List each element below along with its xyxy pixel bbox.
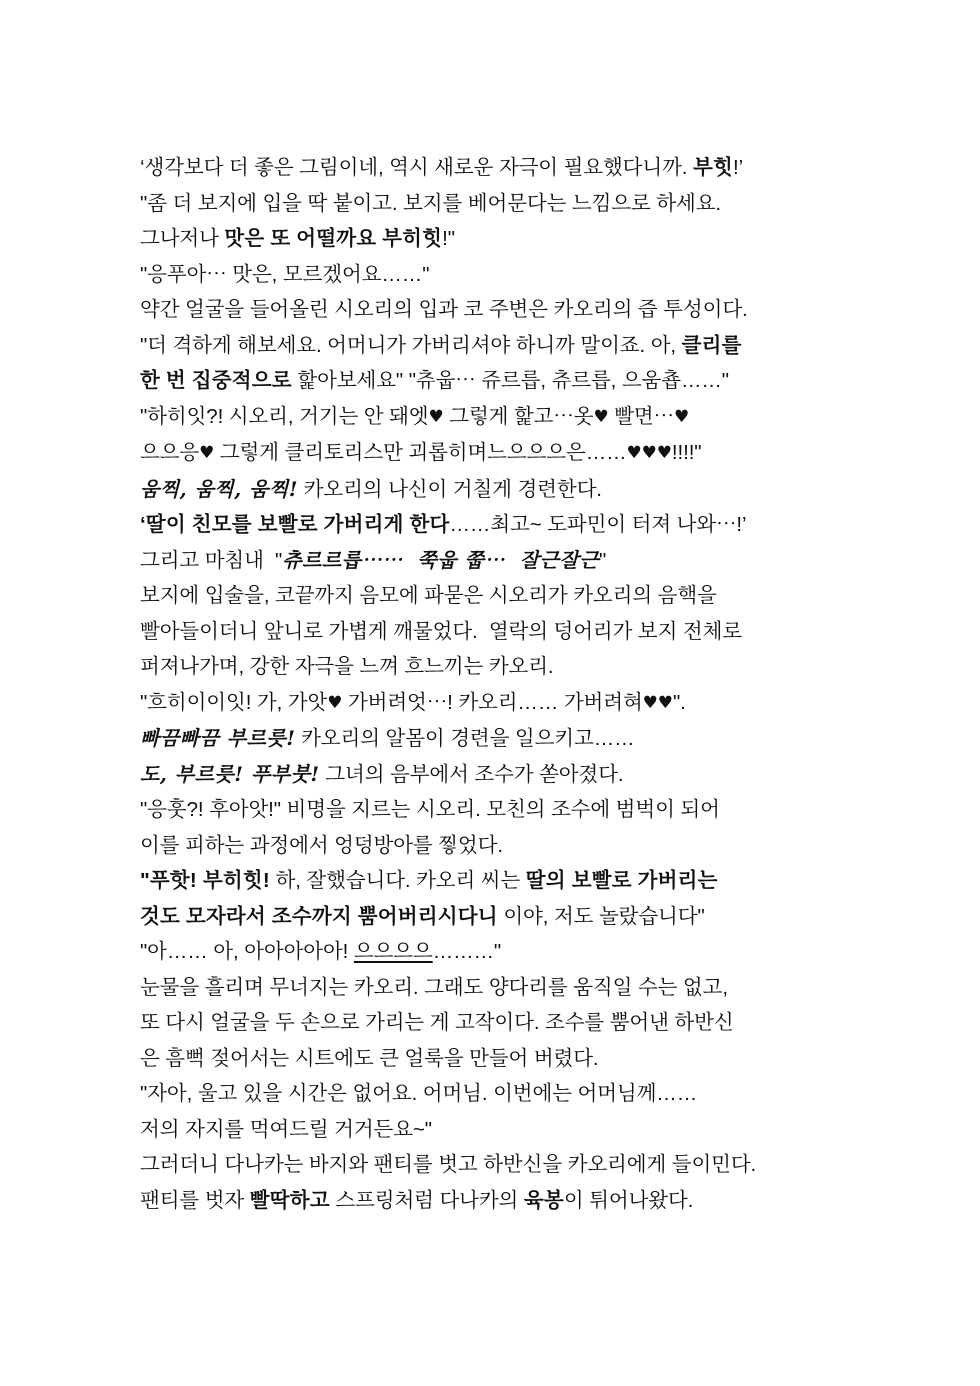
text-run: "응훗?! 후아앗!" 비명을 지르는 시오리. 모친의 조수에 범벅이 되어	[140, 798, 720, 821]
heart-icon: ♥	[199, 443, 215, 463]
text-line	[140, 792, 840, 828]
text-line	[140, 899, 840, 935]
heart-icon: ♥	[593, 406, 609, 427]
text-line	[140, 435, 840, 472]
text-run-bold: 클리를	[681, 333, 742, 357]
text-line	[140, 970, 840, 1006]
text-run: 카오리의 나신이 거칠게 경련한다.	[298, 477, 602, 501]
text-run: "좀 더 보지에 입을 딱 붙이고. 보지를 베어문다는 느낌으로 하세요.	[140, 191, 722, 215]
text-run-bold: "푸핫! 부히힛!	[140, 869, 270, 892]
text-run: "자아, 울고 있을 시간은 없어요. 어머님. 이번에는 어머님께……	[140, 1082, 698, 1105]
text-line	[140, 614, 840, 650]
text-run-underlined: 으으으으	[353, 940, 433, 963]
text-line	[140, 472, 840, 508]
text-run: "응푸아⋯ 맛은, 모르겠어요……"	[140, 262, 430, 286]
text-line	[140, 828, 840, 864]
text-line	[140, 257, 840, 293]
text-run: 빨아들이더니 앞니로 가볍게 깨물었다. 열락의 덩어리가 보지 전체로	[140, 619, 743, 643]
text-line	[140, 292, 840, 328]
text-line	[140, 649, 840, 685]
text-run: 그렇게 핥고⋯옷	[443, 404, 594, 428]
text-line	[140, 1112, 840, 1148]
text-run: 그리고 마침내 "	[140, 548, 283, 572]
text-run-bold: 빨딱하고	[249, 1188, 330, 1212]
text-run: 저의 자지를 먹여드릴 거거든요~"	[140, 1117, 432, 1141]
text-run: "하히잇?! 시오리, 거기는 안 돼엣	[140, 404, 429, 428]
heart-icon: ♥	[327, 692, 343, 713]
text-line	[140, 1076, 840, 1112]
text-run-handwritten: 빠끔빠끔 부르릇!	[140, 726, 296, 750]
text-run: 또 다시 얼굴을 두 손으로 가리는 게 고작이다. 조수를 뿜어낸 하반신	[140, 1011, 734, 1034]
text-run: 그러더니 다나카는 바지와 팬티를 벗고 하반신을 카오리에게 들이민다.	[140, 1153, 757, 1176]
text-run-bold: 맛은 또 어떨까요 부히힛	[224, 227, 443, 250]
text-run-bold: 육봉	[523, 1188, 564, 1212]
text-run: 가버려엇⋯! 카오리…… 가버려혀	[342, 690, 643, 714]
text-line	[140, 578, 840, 614]
text-run: 스프링처럼 다나카의	[329, 1188, 524, 1212]
text-run: "아…… 아, 아아아아아!	[140, 940, 354, 963]
text-run: 이 튀어나왔다.	[563, 1188, 694, 1212]
text-run: 팬티를 벗자	[140, 1188, 250, 1212]
text-line	[140, 1005, 840, 1041]
text-run: 이를 피하는 과정에서 엉덩방아를 찧었다.	[140, 833, 503, 857]
text-line	[140, 399, 840, 436]
text-run-handwritten: 움찍, 움찍, 움찍!	[140, 476, 299, 501]
text-run: "더 격하게 해보세요. 어머니가 가버리셔야 하니까 말이죠. 아,	[140, 333, 682, 357]
heart-icon: ♥♥♥	[626, 443, 672, 463]
text-run: ".	[672, 690, 686, 714]
text-line	[140, 363, 840, 399]
text-run: 그렇게 클리토리스만 괴롭히며느으으으은……	[214, 441, 627, 464]
text-line	[140, 1041, 840, 1077]
text-line	[140, 685, 840, 722]
text-run-handwritten: 도, 부르릇! 푸부붓!	[140, 761, 320, 786]
text-line	[140, 1147, 840, 1183]
text-line	[140, 150, 840, 186]
text-run: 퍼져나가며, 강한 자극을 느껴 흐느끼는 카오리.	[140, 655, 554, 678]
text-line	[140, 221, 840, 257]
heart-icon: ♥♥	[642, 692, 673, 713]
text-line	[140, 507, 840, 543]
text-line	[140, 863, 840, 899]
text-run: !"	[442, 227, 455, 250]
text-line	[140, 721, 840, 757]
text-run: 은 흠뻑 젖어서는 시트에도 큰 얼룩을 만들어 버렸다.	[140, 1046, 599, 1070]
text-run: 그나저나	[140, 227, 225, 250]
text-line	[140, 543, 840, 579]
text-run: "	[599, 548, 607, 572]
text-run: 보지에 입술을, 코끝까지 음모에 파묻은 시오리가 카오리의 음핵을	[140, 584, 717, 607]
text-line	[140, 1183, 840, 1219]
text-run: ……최고~ 도파민이 터져 나와⋯!’	[449, 513, 747, 536]
text-run: 이야, 저도 놀랐습니다"	[497, 904, 705, 928]
text-run: ………"	[432, 940, 502, 963]
text-run: 으으응	[140, 441, 200, 464]
text-line	[140, 186, 840, 222]
text-run: 하, 잘했습니다. 카오리 씨는	[269, 869, 526, 892]
text-run-bold: 한 번 집중적으로	[140, 369, 292, 392]
document-text-body	[140, 150, 840, 1218]
text-run: ‘생각보다 더 좋은 그림이네, 역시 새로운 자극이 필요했다니까.	[140, 156, 693, 179]
text-line	[140, 328, 840, 364]
text-run-bold: 부힛	[692, 156, 733, 179]
text-run: 카오리의 알몸이 경련을 일으키고……	[295, 727, 635, 750]
text-run: !’	[733, 156, 744, 179]
text-run-bold: 딸의 보빨로 가버리는	[525, 869, 718, 892]
text-line	[140, 757, 840, 793]
text-run-bold: ‘딸이 친모를 보빨로 가버리게 한다	[140, 513, 450, 536]
text-run: 빨면⋯	[608, 404, 674, 428]
heart-icon: ♥	[428, 406, 444, 427]
text-line	[140, 934, 840, 970]
text-run: 핥아보세요" "츄웁⋯ 쥬르릅, 츄르릅, 으움춉……"	[291, 369, 729, 392]
text-run-bold: 것도 모자라서 조수까지 뿜어버리시다니	[140, 904, 498, 928]
text-run-handwritten: 츄르르릅⋯⋯ 쭉웁 쭙⋯ 잘근잘근	[282, 547, 600, 572]
text-run: 눈물을 흘리며 무너지는 카오리. 그래도 양다리를 움직일 수는 없고,	[140, 975, 728, 999]
text-run: 약간 얼굴을 들어올린 시오리의 입과 코 주변은 카오리의 즙 투성이다.	[140, 298, 748, 321]
text-run: !!!!"	[671, 441, 702, 464]
text-run: 그녀의 음부에서 조수가 쏟아졌다.	[319, 762, 624, 786]
text-run: "흐히이이잇! 가, 가앗	[140, 690, 328, 714]
heart-icon: ♥	[674, 406, 690, 427]
